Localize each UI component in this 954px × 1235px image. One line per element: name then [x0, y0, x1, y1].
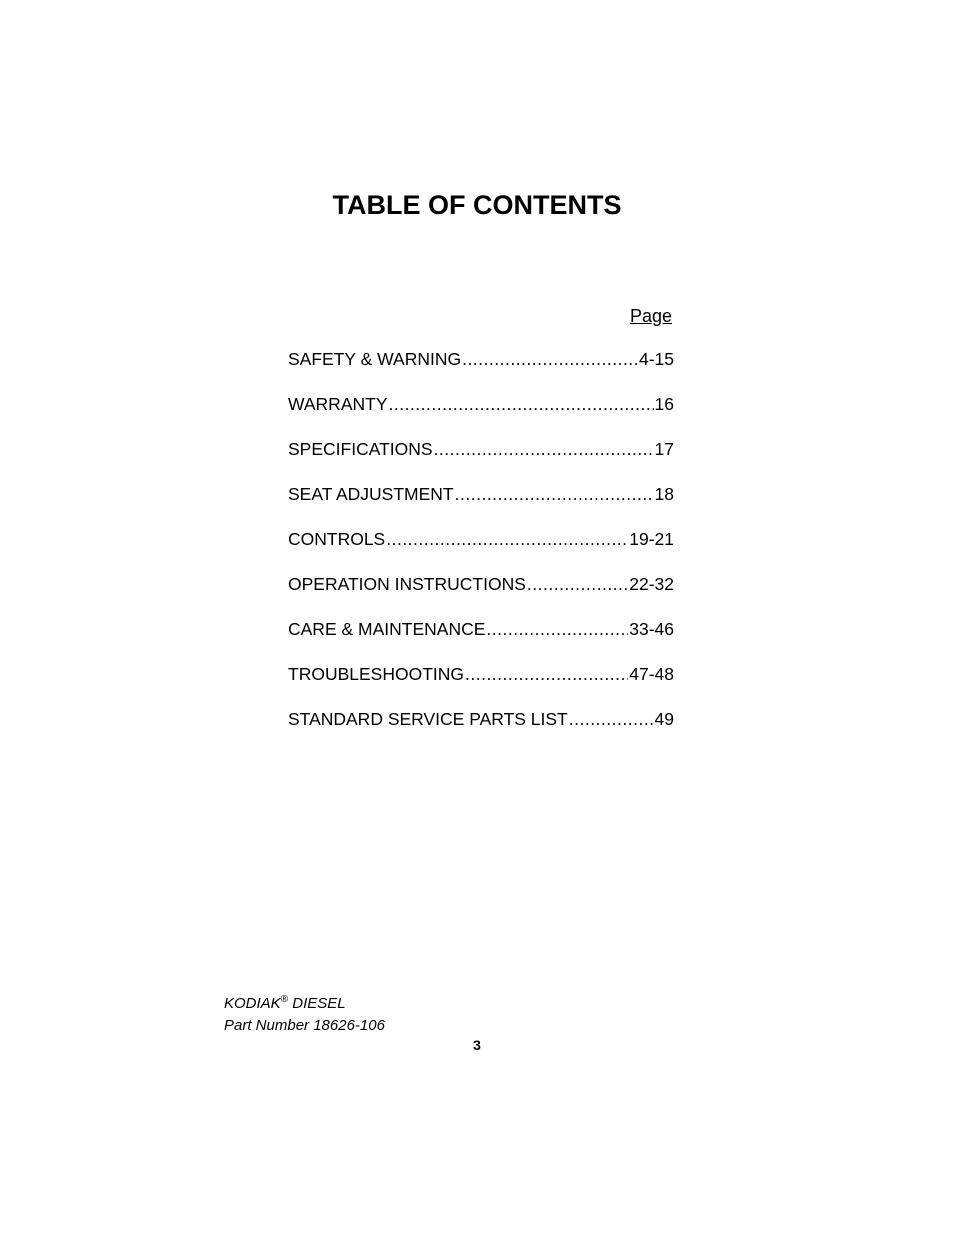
toc-entry-page: 22-32: [629, 574, 674, 594]
brand-name: KODIAK: [224, 995, 281, 1012]
dot-leader: [465, 664, 628, 685]
toc-entry-page: 17: [654, 439, 674, 459]
toc-entry-label: CARE & MAINTENANCE: [288, 619, 486, 639]
toc-entry-page: 19-21: [629, 529, 674, 549]
dot-leader: [569, 709, 654, 730]
dot-leader: [389, 394, 654, 415]
toc-entry-specifications[interactable]: [288, 439, 674, 484]
toc-entry-label: WARRANTY: [288, 394, 388, 414]
dot-leader: [434, 439, 654, 460]
toc-entry-care-maintenance[interactable]: [288, 619, 674, 664]
dot-leader: [386, 529, 628, 550]
model-name: DIESEL: [288, 995, 346, 1012]
dot-leader: [486, 619, 628, 640]
footer-brand: [224, 994, 346, 1012]
toc-entry-standard-service-parts-list[interactable]: [288, 709, 674, 754]
toc-entry-safety-warning[interactable]: [288, 349, 674, 394]
toc-entry-page: 33-46: [629, 619, 674, 639]
page-column-header: Page: [630, 306, 673, 326]
toc-entry-label: CONTROLS: [288, 529, 386, 549]
toc-entry-operation-instructions[interactable]: [288, 574, 674, 619]
dot-leader: [455, 484, 654, 505]
toc-entry-page: 16: [654, 394, 674, 414]
table-of-contents: [288, 349, 674, 754]
toc-entry-label: SAFETY & WARNING: [288, 349, 462, 369]
page-title: TABLE OF CONTENTS: [332, 190, 622, 220]
registered-mark: ®: [280, 994, 289, 1005]
page-number: 3: [473, 1037, 481, 1053]
toc-entry-troubleshooting[interactable]: [288, 664, 674, 709]
footer-part-number: Part Number 18626-106: [224, 1017, 385, 1034]
toc-entry-label: SEAT ADJUSTMENT: [288, 484, 454, 504]
toc-entry-warranty[interactable]: [288, 394, 674, 439]
toc-entry-page: 4-15: [638, 349, 674, 369]
dot-leader: [527, 574, 628, 595]
toc-entry-seat-adjustment[interactable]: [288, 484, 674, 529]
toc-entry-page: 47-48: [629, 664, 674, 684]
toc-entry-label: STANDARD SERVICE PARTS LIST: [288, 709, 568, 729]
toc-entry-page: 49: [654, 709, 674, 729]
toc-entry-label: OPERATION INSTRUCTIONS: [288, 574, 526, 594]
toc-entry-controls[interactable]: [288, 529, 674, 574]
toc-entry-page: 18: [654, 484, 674, 504]
toc-entry-label: TROUBLESHOOTING: [288, 664, 464, 684]
dot-leader: [462, 349, 638, 370]
toc-entry-label: SPECIFICATIONS: [288, 439, 433, 459]
